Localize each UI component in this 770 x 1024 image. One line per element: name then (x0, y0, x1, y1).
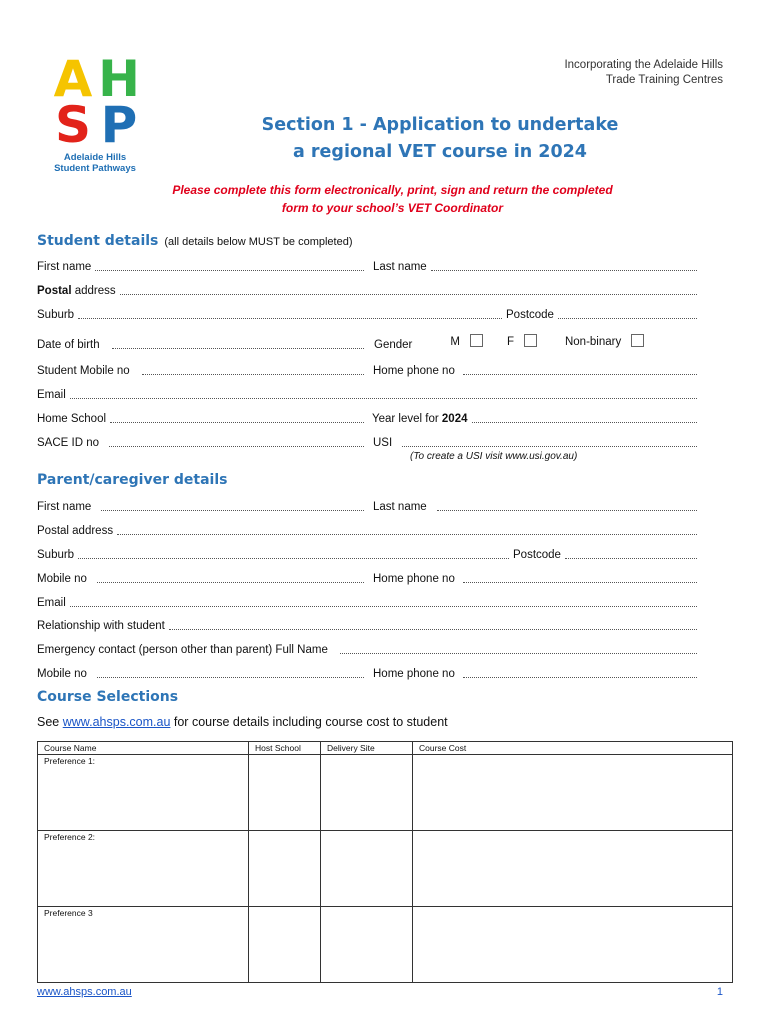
gender-m-label: M (450, 336, 460, 348)
fill-line[interactable] (142, 371, 364, 375)
page-number: 1 (716, 986, 723, 998)
fill-line[interactable] (431, 267, 697, 271)
table-row (38, 755, 733, 831)
logo-text-line2: Student Pathways (54, 163, 136, 174)
label: Mobile no (37, 573, 87, 585)
fill-line[interactable] (112, 345, 364, 349)
logo-letter-s: S (54, 96, 89, 154)
label: Home phone no (373, 668, 455, 680)
student-ids-row (37, 434, 697, 450)
fill-line[interactable] (101, 507, 364, 511)
student-dob-row (37, 336, 697, 352)
parent-email-field[interactable] (37, 594, 697, 610)
title-line1: Section 1 - Application to undertake (261, 115, 619, 135)
student-name-row (37, 258, 697, 274)
fill-line[interactable] (340, 650, 697, 654)
title-line2: a regional VET course in 2024 (293, 142, 587, 162)
fill-line[interactable] (565, 555, 697, 559)
col-delivery-site: Delivery Site (321, 742, 413, 755)
student-heading-note: (all details below MUST be completed) (164, 236, 353, 248)
fill-line[interactable] (97, 674, 364, 678)
emergency-home-phone-field[interactable] (373, 667, 697, 681)
fill-line[interactable] (463, 371, 697, 375)
instructions (0, 181, 770, 217)
fill-line[interactable] (117, 531, 697, 535)
table-row (38, 907, 733, 983)
label: Relationship with student (37, 620, 165, 632)
parent-mobile-field[interactable] (37, 572, 364, 586)
label: Postal address (37, 525, 114, 537)
fill-line[interactable] (97, 579, 364, 583)
col-course-cost: Course Cost (413, 742, 733, 755)
logo-letter-h: H (98, 50, 138, 108)
relationship-field[interactable] (37, 617, 697, 633)
fill-line[interactable] (402, 443, 697, 447)
see-suffix: for course details including course cost to student (170, 715, 448, 729)
fill-line[interactable] (472, 419, 698, 423)
parent-details-heading: Parent/caregiver details (37, 472, 228, 488)
student-postcode-field[interactable] (502, 308, 697, 322)
student-heading-text: Student details (37, 233, 159, 249)
student-dob-field[interactable] (37, 338, 364, 352)
student-email-field[interactable] (37, 386, 697, 402)
fill-line[interactable] (95, 267, 364, 271)
fill-line[interactable] (463, 579, 697, 583)
label: Postcode (506, 309, 554, 321)
instruction-line1: Please complete this form electronically, print, sign and return the completed (172, 183, 613, 197)
usi-note: (To create a USI visit www.usi.gov.au) (410, 451, 578, 462)
emergency-contact-field[interactable] (37, 641, 697, 657)
label (372, 412, 472, 426)
student-school-row (37, 410, 697, 426)
student-suburb-field[interactable] (37, 308, 502, 322)
postal-bold: Postal (37, 285, 72, 297)
incorporating-line1: Incorporating the Adelaide Hills (564, 59, 723, 71)
fill-line[interactable] (110, 419, 364, 423)
student-phone-row (37, 362, 697, 378)
student-first-name-field[interactable] (37, 260, 364, 274)
parent-postal-address-field[interactable] (37, 522, 697, 538)
student-suburb-row (37, 306, 697, 322)
student-mobile-field[interactable] (37, 364, 364, 378)
parent-suburb-field[interactable] (37, 548, 509, 562)
label: Mobile no (37, 668, 87, 680)
gender-f-checkbox[interactable] (524, 334, 537, 347)
ahsps-link[interactable]: www.ahsps.com.au (62, 715, 171, 729)
parent-postcode-field[interactable] (509, 548, 697, 562)
label: SACE ID no (37, 437, 99, 449)
preference-1-course[interactable]: Preference 1: (38, 755, 249, 831)
parent-first-name-field[interactable] (37, 500, 364, 514)
preference-3-delivery-site[interactable] (321, 907, 413, 983)
label: Suburb (37, 549, 75, 561)
label: USI (373, 437, 393, 449)
see-prefix: See (37, 715, 63, 729)
gender-m[interactable] (450, 334, 483, 349)
year-level-field[interactable] (372, 412, 697, 426)
preference-3-course[interactable]: Preference 3 (38, 907, 249, 983)
logo-letter-a: A (53, 50, 91, 108)
incorporating-line2: Trade Training Centres (605, 74, 723, 86)
logo-letter-p: P (100, 96, 136, 154)
table-row (38, 831, 733, 907)
page-title (0, 112, 770, 166)
fill-line[interactable] (437, 507, 697, 511)
fill-line[interactable] (70, 603, 697, 607)
emergency-phone-row (37, 665, 697, 681)
fill-line[interactable] (70, 395, 697, 399)
year-level-prefix: Year level for (372, 413, 442, 425)
col-host-school: Host School (249, 742, 321, 755)
parent-suburb-row (37, 546, 697, 562)
sace-id-field[interactable] (37, 436, 364, 450)
home-school-field[interactable] (37, 412, 364, 426)
fill-line[interactable] (78, 555, 509, 559)
label: First name (37, 501, 92, 513)
student-details-heading (37, 233, 353, 249)
label: Email (37, 389, 66, 401)
gender-nb-label: Non-binary (564, 336, 622, 348)
gender-group (374, 337, 697, 352)
preference-2-host-school[interactable] (249, 831, 321, 907)
fill-line[interactable] (169, 626, 697, 630)
label: Home phone no (373, 573, 455, 585)
logo-text-line1: Adelaide Hills (63, 152, 127, 163)
label: Student Mobile no (37, 365, 130, 377)
label: Email (37, 597, 66, 609)
course-selections-heading: Course Selections (37, 689, 179, 705)
label: Postcode (513, 549, 561, 561)
parent-phone-row (37, 570, 697, 586)
gender-m-checkbox[interactable] (470, 334, 483, 347)
label: Last name (373, 261, 427, 273)
student-last-name-field[interactable] (373, 260, 697, 274)
fill-line[interactable] (109, 443, 364, 447)
label: First name (37, 261, 92, 273)
postal-rest: address (71, 285, 116, 297)
parent-last-name-field[interactable] (373, 500, 697, 514)
footer-link[interactable]: www.ahsps.com.au (37, 986, 132, 998)
preference-1-host-school[interactable] (249, 755, 321, 831)
preference-1-course-cost[interactable] (413, 755, 733, 831)
preference-3-course-cost[interactable] (413, 907, 733, 983)
preference-2-course-cost[interactable] (413, 831, 733, 907)
label: Suburb (37, 309, 75, 321)
fill-line[interactable] (463, 674, 697, 678)
gender-nb-checkbox[interactable] (631, 334, 644, 347)
table-header-row (38, 742, 733, 755)
fill-line[interactable] (78, 315, 502, 319)
gender-nb[interactable] (565, 334, 644, 349)
gender-f[interactable] (507, 334, 537, 349)
preference-3-host-school[interactable] (249, 907, 321, 983)
label: Last name (373, 501, 427, 513)
course-selection-table (37, 741, 733, 983)
gender-f-label: F (506, 336, 514, 348)
student-postal-address-field[interactable] (37, 282, 697, 298)
parent-home-phone-field[interactable] (373, 572, 697, 586)
fill-line[interactable] (120, 291, 697, 295)
parent-name-row (37, 498, 697, 514)
preference-2-delivery-site[interactable] (321, 831, 413, 907)
label: Home phone no (373, 365, 455, 377)
instruction-line2: form to your school’s VET Coordinator (281, 201, 504, 215)
gender-label: Gender (374, 339, 413, 351)
usi-field[interactable] (373, 436, 697, 450)
preference-1-delivery-site[interactable] (321, 755, 413, 831)
student-home-phone-field[interactable] (373, 364, 697, 378)
col-course-name: Course Name (38, 742, 249, 755)
label: Date of birth (37, 339, 100, 351)
preference-2-course[interactable]: Preference 2: (38, 831, 249, 907)
year-level-year: 2024 (441, 413, 468, 425)
label: Emergency contact (person other than parent) Full Name (37, 644, 328, 656)
incorporating-note (564, 58, 723, 88)
course-details-note (37, 715, 448, 729)
label (37, 284, 120, 298)
label: Home School (37, 413, 107, 425)
fill-line[interactable] (558, 315, 697, 319)
emergency-mobile-field[interactable] (37, 667, 364, 681)
